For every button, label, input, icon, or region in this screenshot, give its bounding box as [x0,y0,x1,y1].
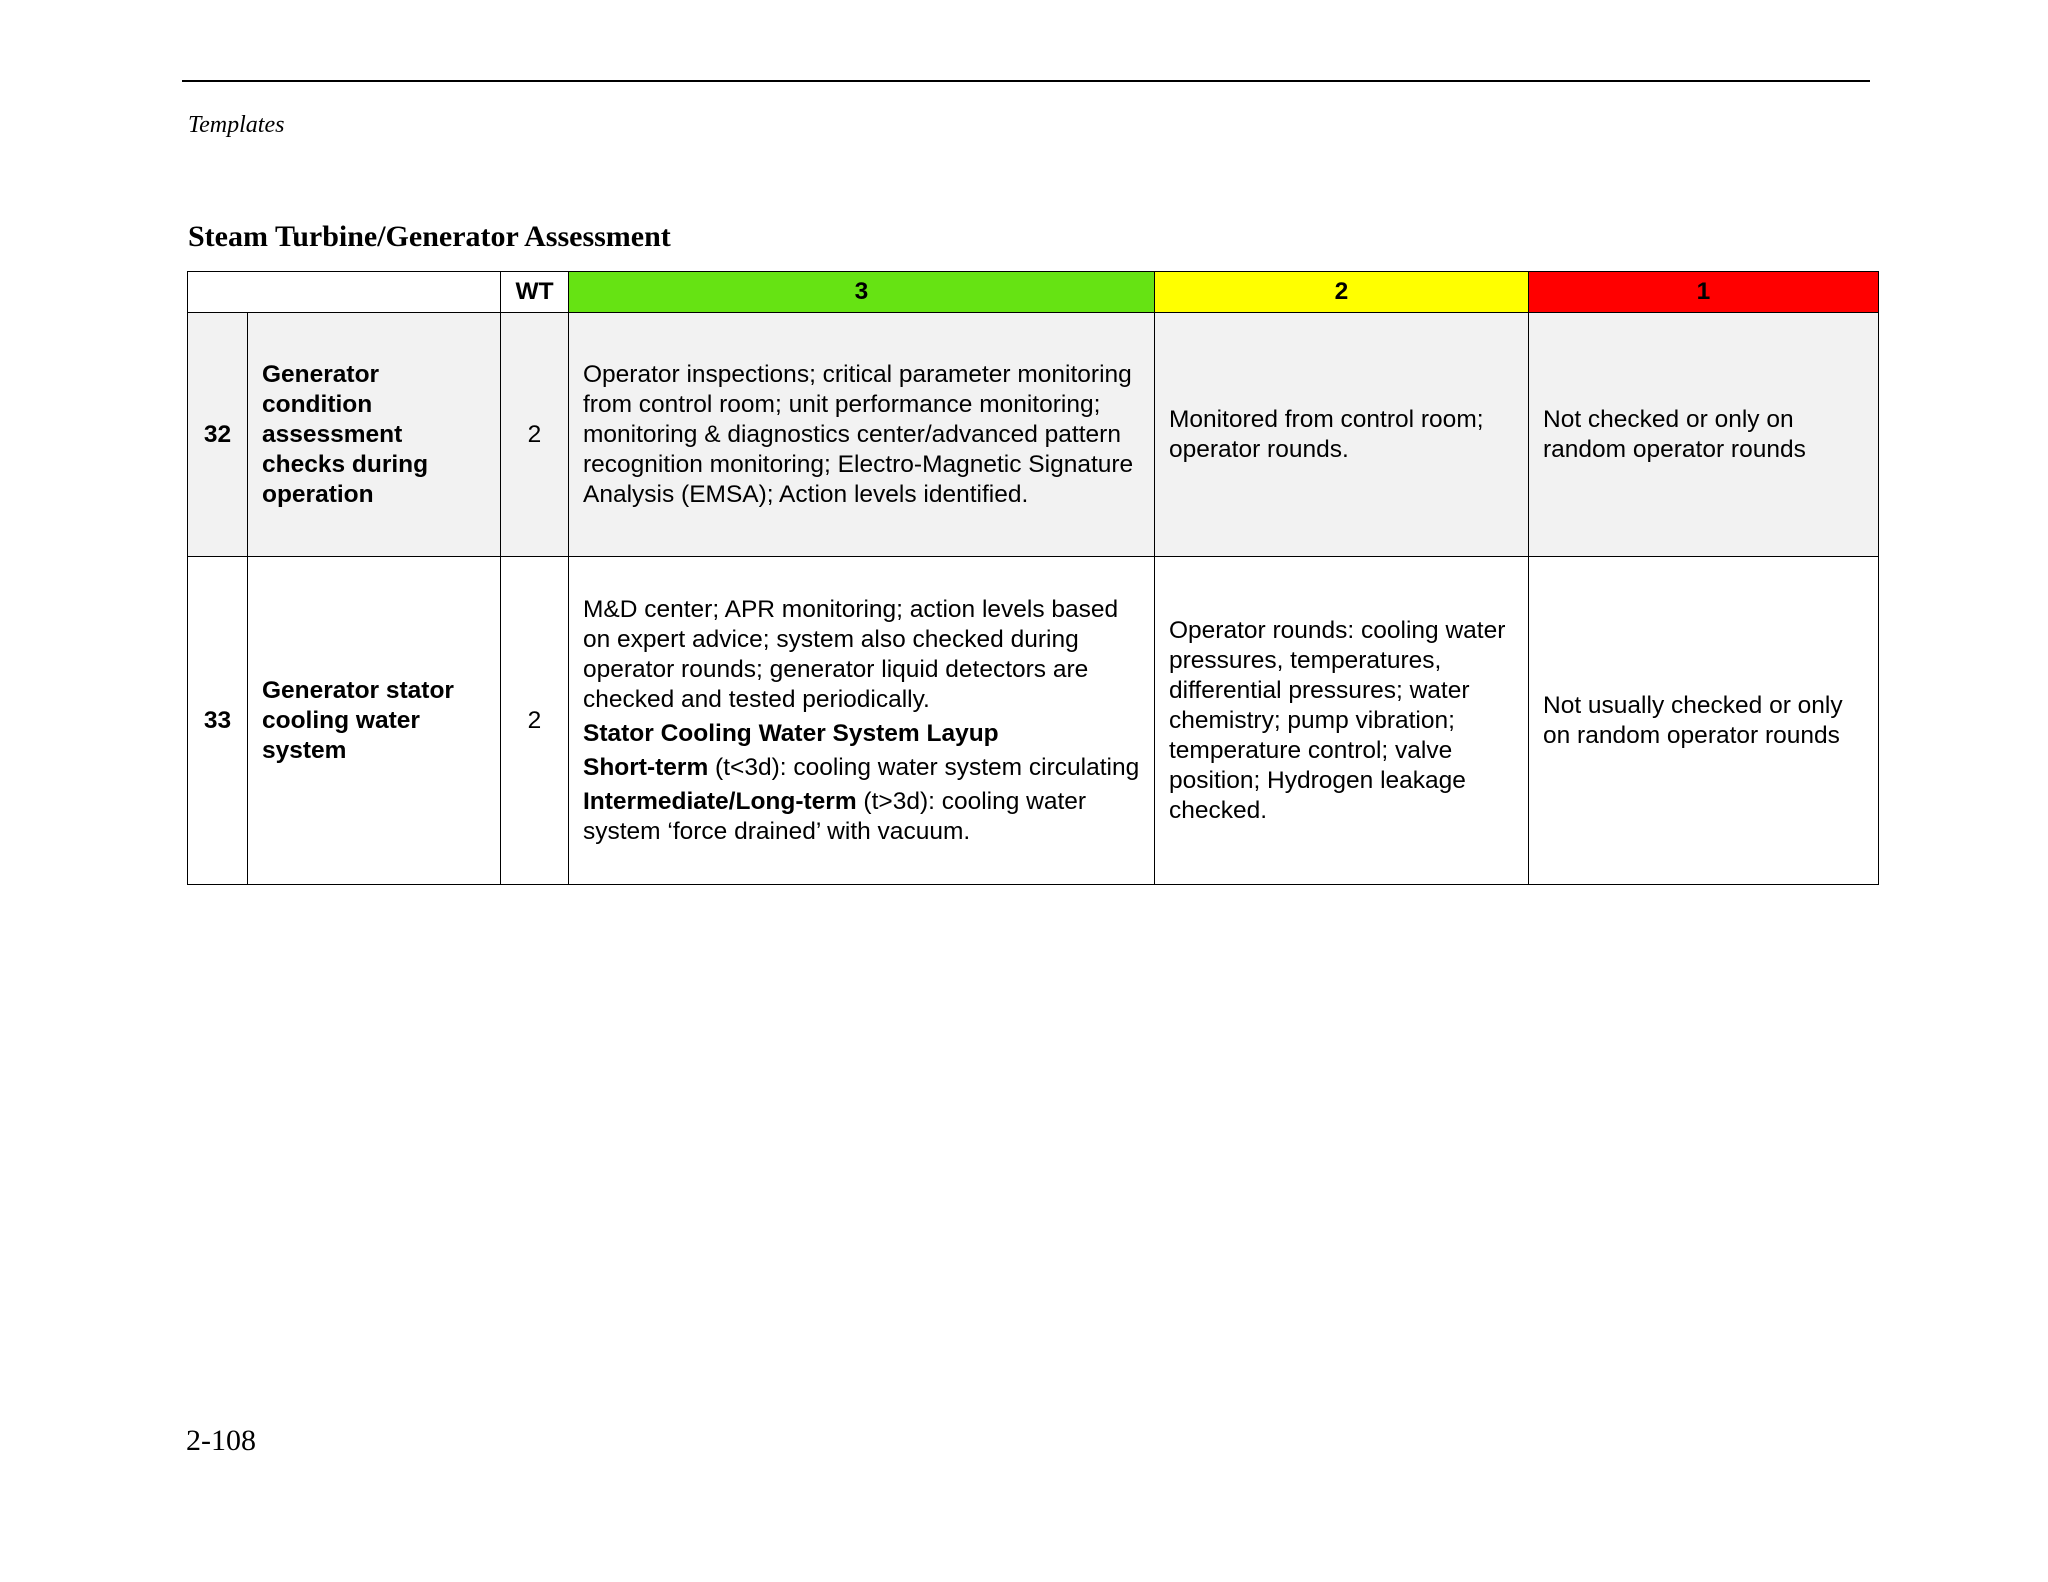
long-term-layup [583,787,1142,847]
header-rule [182,80,1870,82]
header-blank [188,272,501,313]
table-row [188,557,1879,885]
rating-1-description: Not checked or only on random operator rounds [1529,313,1879,557]
short-term-layup [583,753,1142,783]
row-number: 32 [188,313,248,557]
short-term-text: (t<3d): cooling water system circulating [708,753,1140,781]
assessment-table [187,271,1879,885]
row-weight: 2 [501,557,569,885]
rating-2-description: Operator rounds: cooling water pressures, temperatures, differential pressures; water chemistry; pump vibration; temperature control; valve position; Hydrogen leakage checked. [1155,557,1529,885]
rating-1-description: Not usually checked or only on random operator rounds [1529,557,1879,885]
section-title: Steam Turbine/Generator Assessment [188,220,671,253]
header-rating-3: 3 [569,272,1155,313]
header-rating-1: 1 [1529,272,1879,313]
rating-3-description: Operator inspections; critical parameter monitoring from control room; unit performance monitoring; monitoring & diagnostics center/advanced pattern recognition monitoring; Electro-Magnetic Signature Analysis (EMSA); Action levels identified. [569,313,1155,557]
row-item: Generator condition assessment checks during operation [248,313,501,557]
rating-3-text: M&D center; APR monitoring; action levels based on expert advice; system also checked during operator rounds; generator liquid detectors are checked and tested periodically. [583,595,1119,713]
page-number: 2-108 [186,1424,256,1457]
table-header-row [188,272,1879,313]
long-term-text: (t>3d): cooling water system ‘force drained’ with vacuum. [583,787,1087,845]
short-term-label: Short-term [583,753,709,781]
header-wt: WT [501,272,569,313]
table-row [188,313,1879,557]
row-item: Generator stator cooling water system [248,557,501,885]
long-term-label: Intermediate/Long-term [583,787,857,815]
rating-3-description [569,557,1155,885]
row-weight: 2 [501,313,569,557]
running-header: Templates [188,112,285,138]
row-number: 33 [188,557,248,885]
header-rating-2: 2 [1155,272,1529,313]
layup-heading: Stator Cooling Water System Layup [583,719,999,747]
rating-2-description: Monitored from control room; operator rounds. [1155,313,1529,557]
